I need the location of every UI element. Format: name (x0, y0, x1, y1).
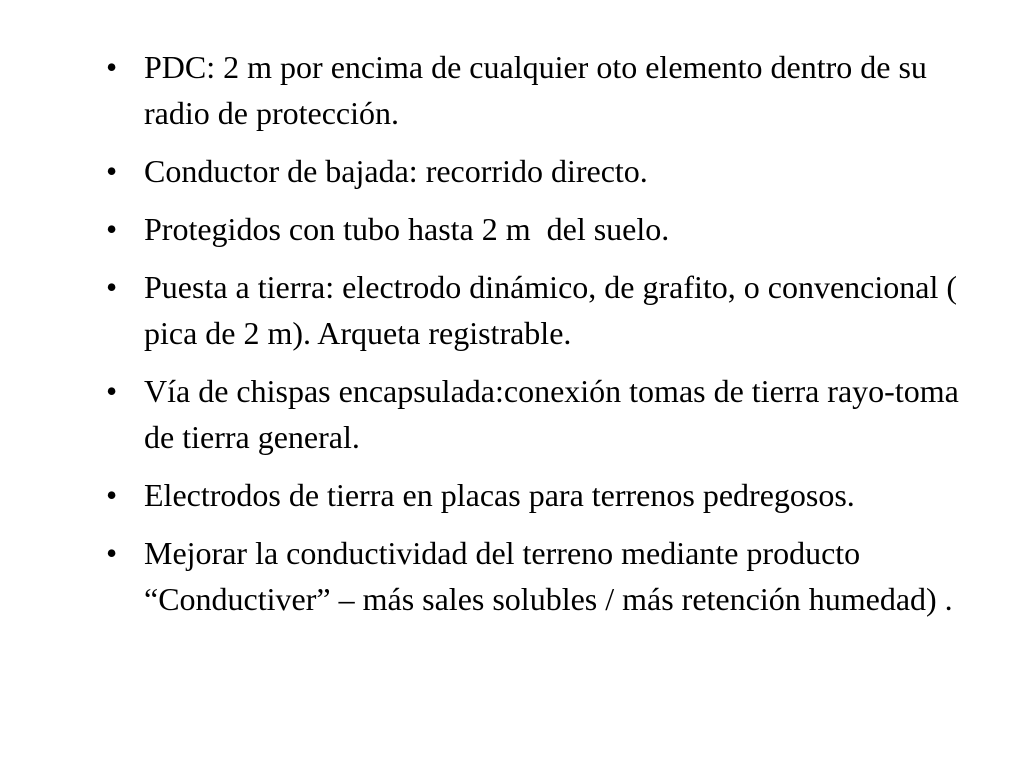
bullet-icon: • (106, 153, 118, 189)
bullet-icon: • (106, 269, 118, 305)
bullet-text: Mejorar la conductividad del terreno mediante producto “Conductiver” – más sales solubles / más retención humedad) . (144, 535, 953, 617)
bullet-icon: • (106, 373, 118, 409)
bullet-text: Vía de chispas encapsulada:conexión tomas de tierra rayo-toma de tierra general. (144, 373, 959, 455)
bullet-icon: • (106, 535, 118, 571)
bullet-item-mejorar (106, 530, 996, 622)
bullet-text: Puesta a tierra: electrodo dinámico, de grafito, o convencional ( pica de 2 m). Arqueta registrable. (144, 269, 958, 351)
bullet-text: Electrodos de tierra en placas para terrenos pedregosos. (144, 477, 855, 513)
bullet-icon: • (106, 477, 118, 513)
bullet-item-pdc (106, 44, 996, 136)
bullet-item-conductor (106, 148, 996, 194)
bullet-item-protegidos (106, 206, 996, 252)
bullet-item-puesta-a-tierra (106, 264, 996, 356)
bullet-text: Conductor de bajada: recorrido directo. (144, 153, 648, 189)
bullet-text: Protegidos con tubo hasta 2 m del suelo. (144, 211, 670, 247)
bullet-item-electrodos (106, 472, 996, 518)
bullet-list (106, 44, 996, 634)
bullet-text: PDC: 2 m por encima de cualquier oto elemento dentro de su radio de protección. (144, 49, 927, 131)
bullet-icon: • (106, 211, 118, 247)
bullet-icon: • (106, 49, 118, 85)
bullet-item-via-de-chispas (106, 368, 996, 460)
